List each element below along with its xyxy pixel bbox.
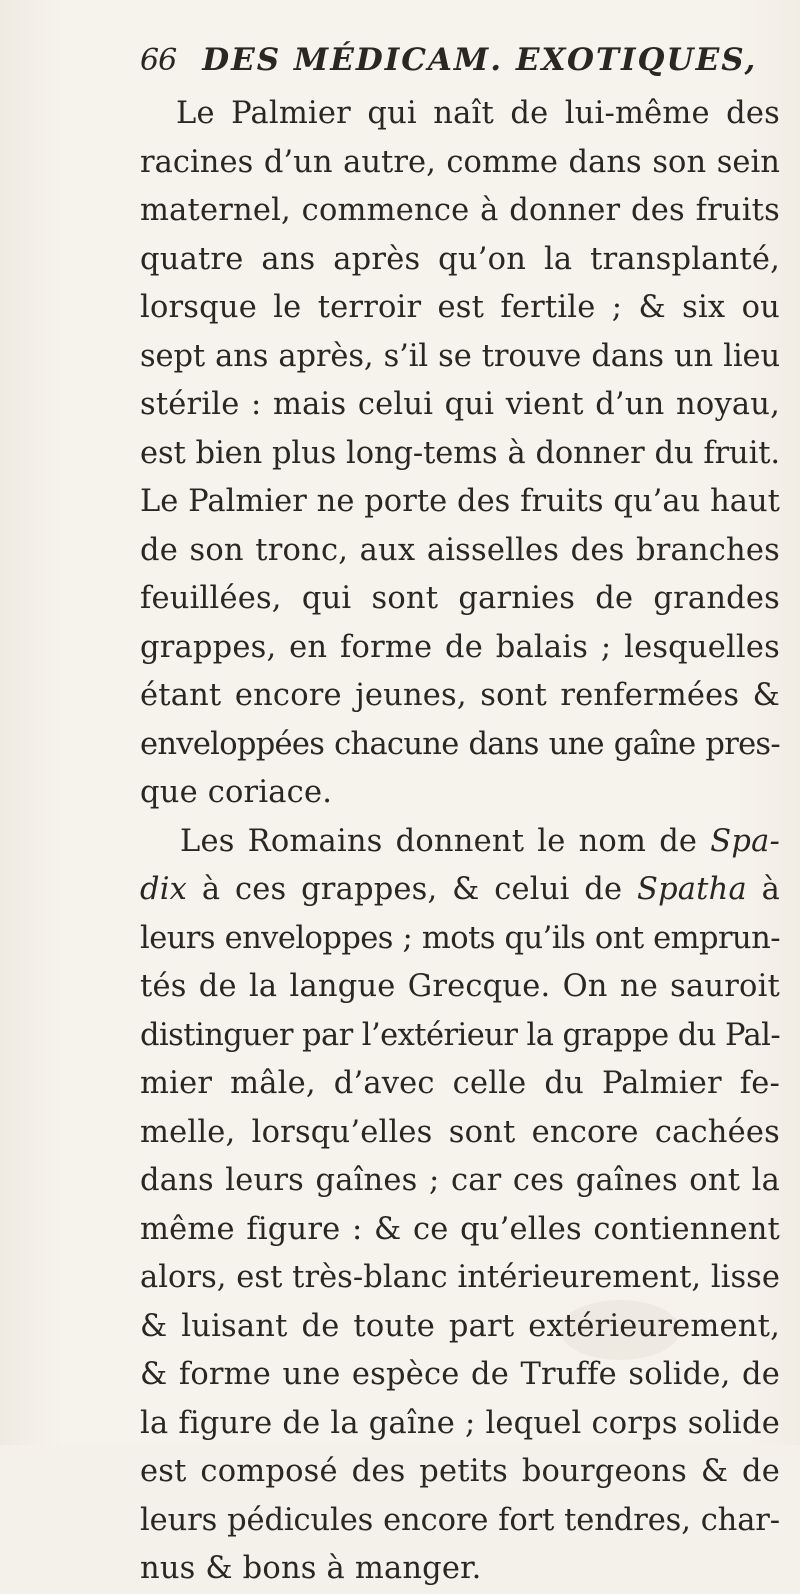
text-line: leurs pédicules encore fort tendres, char- bbox=[140, 1502, 780, 1538]
text-line: nus & bons à manger. bbox=[140, 1551, 482, 1586]
text-line: est composé des petits bourgeons & de bbox=[140, 1454, 780, 1489]
italic-term: Spa- bbox=[710, 823, 780, 859]
body-text bbox=[140, 90, 780, 1594]
text-line: quatre ans après qu’on la transplanté, bbox=[140, 241, 780, 277]
italic-term: dix bbox=[140, 872, 188, 907]
text-line: Le Palmier qui naît de lui-même des bbox=[176, 96, 780, 131]
text-line: Le Palmier ne porte des fruits qu’au haut bbox=[140, 484, 780, 519]
text-line: lorsque le terroir est fertile ; & six ou bbox=[140, 290, 780, 325]
text-line: même figure : & ce qu’elles contiennent bbox=[140, 1211, 780, 1247]
text-fragment: à ces grappes, & celui de bbox=[187, 872, 637, 907]
text-line: & forme une espèce de Truffe solide, de bbox=[140, 1357, 780, 1392]
text-fragment: Les Romains donnent le nom de bbox=[180, 823, 711, 859]
running-head: DES MÉDICAM. EXOTIQUES, bbox=[202, 42, 758, 78]
text-line: grappes, en forme de balais ; lesquelles bbox=[140, 629, 780, 665]
text-line: maternel, commence à donner des fruits bbox=[140, 193, 780, 228]
text-line: étant encore jeunes, sont renfermées & bbox=[140, 678, 780, 713]
text-line: distinguer par l’extérieur la grappe du Pal- bbox=[140, 1017, 781, 1053]
text-line: enveloppées chacune dans une gaîne pres- bbox=[140, 726, 780, 762]
page-header bbox=[140, 42, 780, 92]
text-line bbox=[140, 866, 780, 915]
text-line: feuillées, qui sont garnies de grandes bbox=[140, 581, 780, 616]
text-line: la figure de la gaîne ; lequel corps solide bbox=[140, 1405, 780, 1441]
text-line: que coriace. bbox=[140, 775, 333, 810]
text-line: melle, lorsqu’elles sont encore cachées bbox=[140, 1114, 780, 1150]
text-line: alors, est très-blanc intérieurement, lisse bbox=[140, 1260, 780, 1295]
text-line: est bien plus long-tems à donner du fruit. bbox=[140, 435, 780, 471]
text-fragment: à bbox=[746, 872, 780, 907]
text-line: de son tronc, aux aisselles des branches bbox=[140, 532, 780, 568]
page-number: 66 bbox=[140, 43, 177, 78]
text-line: & luisant de toute part extérieurement, bbox=[140, 1308, 780, 1344]
text-line: leurs enveloppes ; mots qu’ils ont emprun- bbox=[140, 920, 780, 956]
italic-term: Spatha bbox=[636, 872, 747, 907]
text-line: stérile : mais celui qui vient d’un noyau, bbox=[140, 387, 780, 422]
text-line bbox=[140, 818, 780, 867]
text-line: tés de la langue Grecque. On ne sauroit bbox=[140, 969, 780, 1004]
text-line: dans leurs gaînes ; car ces gaînes ont la bbox=[140, 1163, 780, 1198]
text-line: mier mâle, d’avec celle du Palmier fe- bbox=[140, 1066, 780, 1101]
text-line: racines d’un autre, comme dans son sein bbox=[140, 144, 780, 180]
text-line: sept ans après, s’il se trouve dans un lieu bbox=[140, 338, 780, 374]
